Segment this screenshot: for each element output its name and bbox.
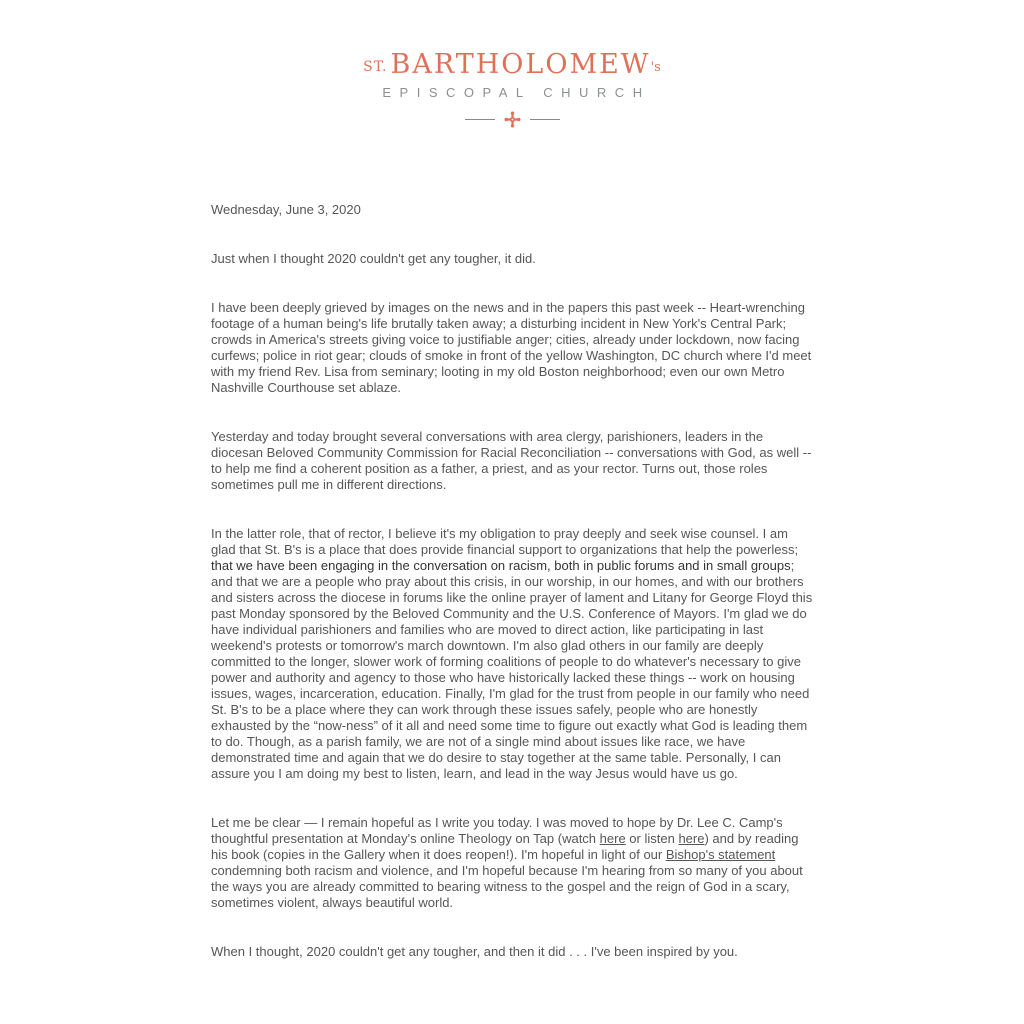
logo-divider bbox=[0, 111, 1024, 129]
divider-rule-right bbox=[530, 119, 560, 120]
logo-wordmark bbox=[0, 50, 1024, 80]
rector-text-b: ; and that we are a people who pray about this crisis, in our worship, in our homes, and with our brothers and sisters across the diocese in forums like the online prayer of lament and Litany for George Floyd this past Monday sponsored by the Beloved Community and the U.S. Conference of Mayors. I'm glad we do have individual parishioners and families who are moved to direct action, like participating in last weekend's protests or tomorrow's march downtown. I'm also glad others in our family are deeply committed to the longer, slower work of forming coalitions of people to do whatever's necessary to give power and authority and agency to those who have historically lacked these things -- work on housing issues, wages, incarceration, education. Finally, I'm glad for the trust from people in our family who need St. B's to be a place where they can work through these issues safely, people who are honestly exhausted by the “now-ness” of it all and need some time to figure out exactly what God is leading them to do. Though, as a parish family, we are not of a single mind about issues like race, we have demonstrated time and again that we do desire to stay together at the same table. Personally, I can assure you I am doing my best to listen, learn, and lead in the way Jesus would have us go. bbox=[211, 558, 813, 781]
paragraph-opening: Just when I thought 2020 couldn't get any tougher, it did. bbox=[211, 251, 536, 266]
paragraph-hopeful bbox=[211, 815, 815, 911]
logo-st-prefix: ST. bbox=[363, 59, 388, 75]
watch-here-link[interactable]: here bbox=[599, 831, 626, 846]
bishops-statement-link[interactable]: Bishop's statement bbox=[665, 847, 776, 862]
listen-here-link[interactable]: here bbox=[678, 831, 705, 846]
budded-cross-icon bbox=[504, 111, 521, 128]
rector-text-a: In the latter role, that of rector, I believe it's my obligation to pray deeply and seek wise counsel. I am glad that St. B's is a place that does provide financial support to organizations that help the powerless; bbox=[211, 526, 799, 557]
paragraph-rector bbox=[211, 526, 815, 782]
hopeful-text-b: or listen bbox=[625, 831, 679, 846]
hopeful-text-a: Let me be clear — I remain hopeful as I write you today. I was moved to hope by Dr. Lee C. Camp's thoughtful presentation at Monday's online Theology on Tap (watch bbox=[211, 815, 783, 846]
hopeful-text-d: condemning both racism and violence, and I'm hopeful because I'm hearing from so many of you about the ways you are already committed to bearing witness to the gospel and the reign of God in a scary, sometimes violent, always beautiful world. bbox=[211, 863, 803, 910]
logo-name: BARTHOLOMEW bbox=[390, 49, 651, 80]
logo-subtitle: EPISCOPAL CHURCH bbox=[382, 84, 651, 100]
paragraph-grieved: I have been deeply grieved by images on the news and in the papers this past week -- Heart-wrenching footage of a human being's life brutally taken away; a disturbing incident in New York's Central Park; crowds in America's streets giving voice to justifiable anger; cities, already under lockdown, now facing curfews; police in riot gear; clouds of smoke in front of the yellow Washington, DC church where I'd meet with my friend Rev. Lisa from seminary; looting in my old Boston neighborhood; even our own Metro Nashville Courthouse set ablaze. bbox=[211, 300, 812, 395]
hopeful-text-c: ) and by reading his book (copies in the Gallery when it does reopen!). I'm hopeful in light of our bbox=[211, 831, 799, 862]
logo-name-suffix: 's bbox=[650, 60, 661, 75]
paragraph-closing: When I thought, 2020 couldn't get any tougher, and then it did . . . I've been inspired by you. bbox=[211, 944, 738, 959]
divider-rule-left bbox=[465, 119, 495, 120]
date-line: Wednesday, June 3, 2020 bbox=[211, 202, 361, 217]
paragraph-conversations: Yesterday and today brought several conversations with area clergy, parishioners, leaders in the diocesan Beloved Community Commission for Racial Reconciliation -- conversations with God, as well -- to help me find a coherent position as a father, a priest, and as your rector. Turns out, those roles sometimes pull me in different directions. bbox=[211, 429, 812, 492]
church-logo bbox=[0, 0, 1024, 129]
emphasized-phrase: that we have been engaging in the conversation on racism, both in public forums and in small groups bbox=[211, 558, 791, 573]
letter-body bbox=[211, 202, 815, 960]
